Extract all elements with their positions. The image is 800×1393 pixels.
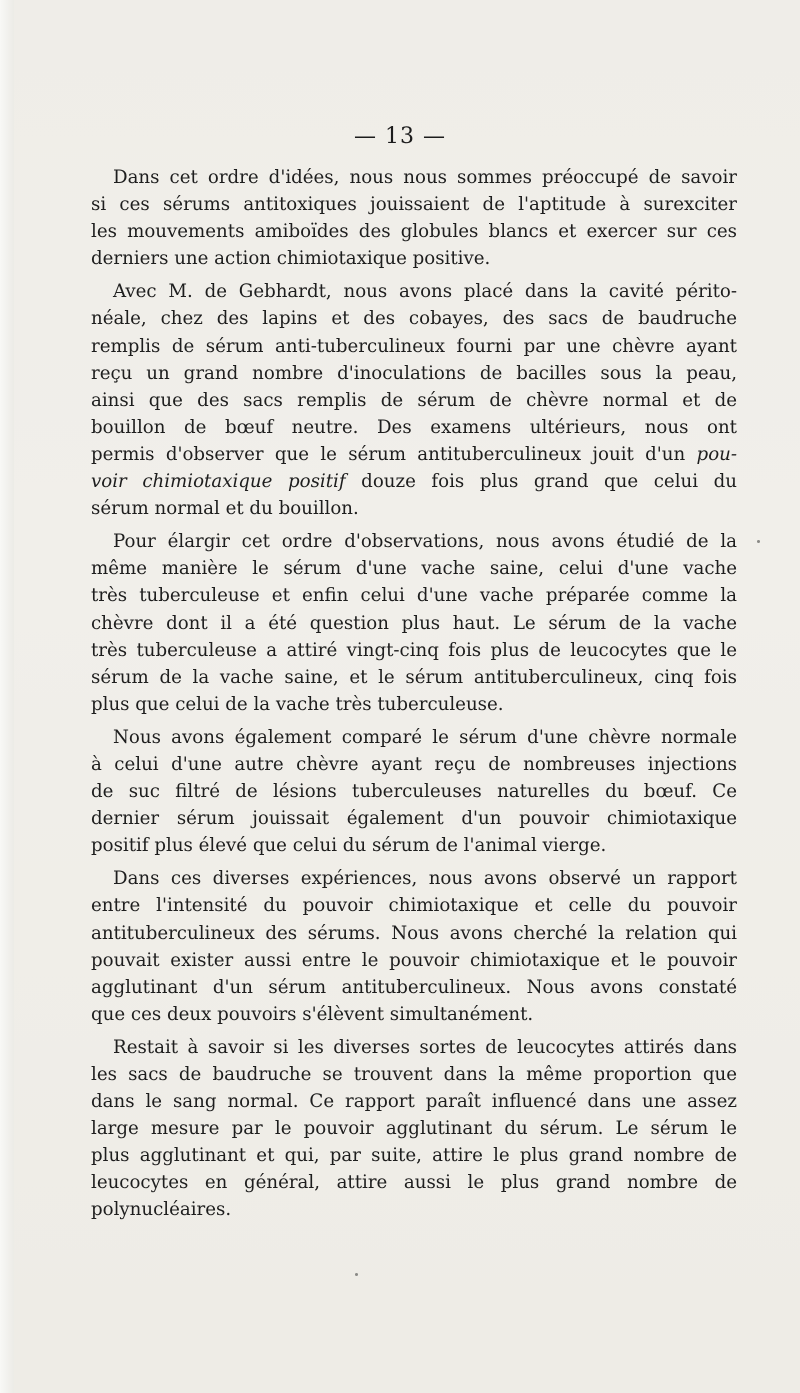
paper-speck [757, 540, 760, 543]
text-line: leucocytes en général, attire aussi le plus grand nombre de [91, 1172, 737, 1194]
text-line [91, 468, 737, 495]
text-line: plus que celui de la vache très tuberculeuse. [91, 693, 504, 715]
text-line: positif plus élevé que celui du sérum de l'animal vierge. [91, 835, 607, 857]
paragraph-3 [91, 528, 737, 718]
text-line: plus agglutinant et qui, par suite, attire le plus grand nombre de [91, 1145, 737, 1167]
text-line: Nous avons également comparé le sérum d'une chèvre normale [113, 726, 737, 748]
text-line: dernier sérum jouissait également d'un pouvoir chimiotaxique [91, 808, 737, 830]
text-line: reçu un grand nombre d'inoculations de bacilles sous la peau, [91, 362, 737, 384]
paragraph-5 [91, 865, 737, 1028]
text-line: à celui d'une autre chèvre ayant reçu de nombreuses injections [91, 753, 737, 775]
text-line: antituberculineux des sérums. Nous avons cherché la relation qui [91, 922, 737, 944]
paragraph-2 [91, 278, 737, 522]
text-line: Restait à savoir si les diverses sortes de leucocytes attirés dans [113, 1036, 737, 1058]
text-line: même manière le sérum d'une vache saine, celui d'une vache [91, 558, 737, 580]
text-line: très tuberculeuse et enfin celui d'une vache préparée comme la [91, 585, 737, 607]
text-line: chèvre dont il a été question plus haut. Le sérum de la vache [91, 612, 737, 634]
text-line: de suc filtré de lésions tuberculeuses naturelles du bœuf. Ce [91, 781, 737, 803]
text-line: Pour élargir cet ordre d'observations, nous avons étudié de la [113, 531, 737, 553]
body-text [91, 164, 737, 1230]
italic-phrase: voir chimiotaxique positif [91, 471, 346, 493]
text-line: sérum de la vache saine, et le sérum antituberculineux, cinq fois [91, 666, 737, 688]
italic-phrase: pou- [696, 443, 737, 465]
paper-speck [355, 1273, 358, 1276]
text-line: large mesure par le pouvoir agglutinant du sérum. Le sérum le [91, 1118, 737, 1140]
page-edge [0, 0, 14, 1393]
text-line: si ces sérums antitoxiques jouissaient de l'aptitude à surexciter [91, 194, 737, 216]
text-line: pouvait exister aussi entre le pouvoir chimiotaxique et le pouvoir [91, 949, 737, 971]
text-line: bouillon de bœuf neutre. Des examens ultérieurs, nous ont [91, 416, 737, 438]
text-line: polynucléaires. [91, 1199, 232, 1221]
paragraph-6 [91, 1034, 737, 1224]
paragraph-4 [91, 724, 737, 859]
text-line: que ces deux pouvoirs s'élèvent simultanément. [91, 1003, 534, 1025]
paragraph-1 [91, 164, 737, 272]
text-line: néale, chez des lapins et des cobayes, des sacs de baudruche [91, 308, 737, 330]
text-line: Dans cet ordre d'idées, nous nous sommes préoccupé de savoir [113, 167, 737, 188]
text-line: Dans ces diverses expériences, nous avons observé un rapport [113, 868, 737, 890]
text-line: Avec M. de Gebhardt, nous avons placé dans la cavité périto- [113, 281, 737, 303]
text-line: agglutinant d'un sérum antituberculineux. Nous avons constaté [91, 976, 737, 998]
text-line [91, 441, 737, 468]
page-number: — 13 — [354, 124, 446, 149]
text-line: dans le sang normal. Ce rapport paraît influencé dans une assez [91, 1091, 737, 1113]
text-line: très tuberculeuse a attiré vingt-cinq fois plus de leucocytes que le [91, 639, 737, 661]
text-line: entre l'intensité du pouvoir chimiotaxique et celle du pouvoir [91, 895, 737, 917]
text-line: les sacs de baudruche se trouvent dans la même proportion que [91, 1064, 737, 1085]
text-line: remplis de sérum anti-tuberculineux fourni par une chèvre ayant [91, 335, 737, 357]
text-line: sérum normal et du bouillon. [91, 498, 359, 520]
text-line: derniers une action chimiotaxique positive. [91, 248, 491, 270]
text-segment: douze fois plus grand que celui du [345, 471, 737, 493]
text-segment: permis d'observer que le sérum antituberculineux jouit d'un [91, 443, 697, 465]
text-line: ainsi que des sacs remplis de sérum de chèvre normal et de [91, 389, 737, 411]
text-line: les mouvements amiboïdes des globules blancs et exercer sur ces [91, 221, 737, 243]
